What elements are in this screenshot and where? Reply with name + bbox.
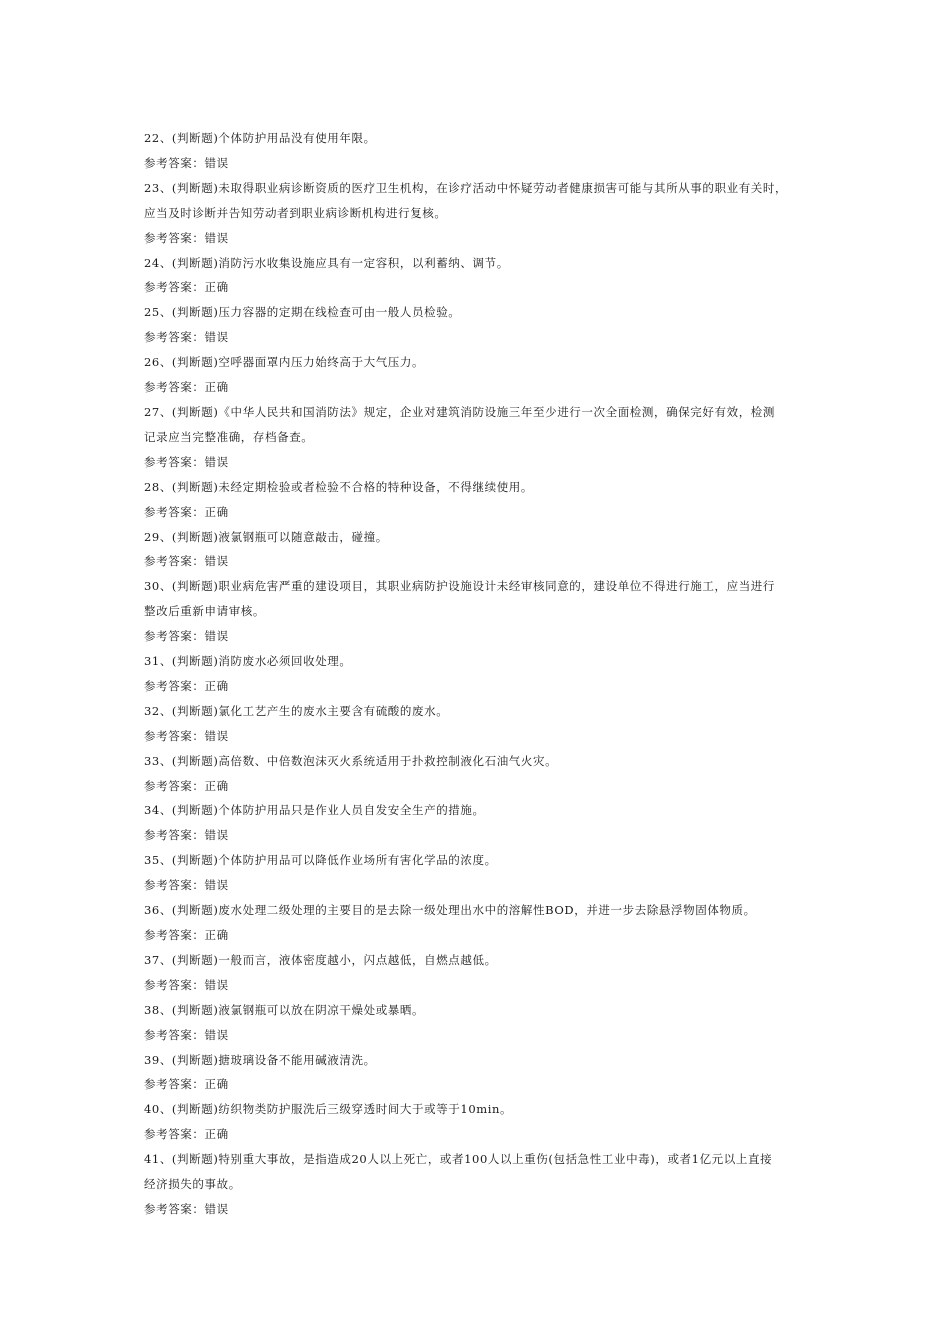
question-41-line-2: 经济损失的事故。 bbox=[144, 1177, 241, 1192]
answer-39: 参考答案：正确 bbox=[144, 1077, 229, 1092]
question-25: 25、(判断题)压力容器的定期在线检查可由一般人员检验。 bbox=[144, 305, 461, 320]
question-34: 34、(判断题)个体防护用品只是作业人员自发安全生产的措施。 bbox=[144, 803, 485, 818]
question-37: 37、(判断题)一般而言，液体密度越小，闪点越低，自燃点越低。 bbox=[144, 952, 497, 967]
question-31: 31、(判断题)消防废水必须回收处理。 bbox=[144, 654, 352, 669]
answer-26: 参考答案：正确 bbox=[144, 380, 229, 395]
question-30-line-2: 整改后重新申请审核。 bbox=[144, 604, 265, 619]
answer-40: 参考答案：正确 bbox=[144, 1127, 229, 1142]
question-32: 32、(判断题)氯化工艺产生的废水主要含有硫酸的废水。 bbox=[144, 703, 449, 718]
question-38: 38、(判断题)液氯钢瓶可以放在阴凉干燥处或暴晒。 bbox=[144, 1002, 425, 1017]
answer-35: 参考答案：错误 bbox=[144, 878, 229, 893]
question-39: 39、(判断题)搪玻璃设备不能用碱液清洗。 bbox=[144, 1052, 376, 1067]
answer-29: 参考答案：错误 bbox=[144, 554, 229, 569]
answer-25: 参考答案：错误 bbox=[144, 330, 229, 345]
answer-33: 参考答案：正确 bbox=[144, 778, 229, 793]
answer-27: 参考答案：错误 bbox=[144, 454, 229, 469]
answer-34: 参考答案：错误 bbox=[144, 828, 229, 843]
question-23-line-2: 应当及时诊断并告知劳动者到职业病诊断机构进行复核。 bbox=[144, 205, 447, 220]
answer-22: 参考答案：错误 bbox=[144, 155, 229, 170]
answer-38: 参考答案：错误 bbox=[144, 1027, 229, 1042]
answer-32: 参考答案：错误 bbox=[144, 728, 229, 743]
question-35: 35、(判断题)个体防护用品可以降低作业场所有害化学品的浓度。 bbox=[144, 853, 497, 868]
question-29: 29、(判断题)液氯钢瓶可以随意敲击，碰撞。 bbox=[144, 529, 388, 544]
document-page bbox=[144, 126, 816, 1222]
answer-41: 参考答案：错误 bbox=[144, 1201, 229, 1216]
question-26: 26、(判断题)空呼器面罩内压力始终高于大气压力。 bbox=[144, 355, 425, 370]
question-27-line-2: 记录应当完整准确，存档备查。 bbox=[144, 429, 314, 444]
question-36: 36、(判断题)废水处理二级处理的主要目的是去除一级处理出水中的溶解性BOD，并进一步去除悬浮物固体物质。 bbox=[144, 903, 756, 918]
answer-28: 参考答案：正确 bbox=[144, 504, 229, 519]
question-27-line-1: 27、(判断题)《中华人民共和国消防法》规定，企业对建筑消防设施三年至少进行一次全面检测，确保完好有效，检测 bbox=[144, 404, 775, 419]
answer-37: 参考答案：错误 bbox=[144, 977, 229, 992]
question-28: 28、(判断题)未经定期检验或者检验不合格的特种设备，不得继续使用。 bbox=[144, 479, 534, 494]
answer-23: 参考答案：错误 bbox=[144, 230, 229, 245]
question-33: 33、(判断题)高倍数、中倍数泡沫灭火系统适用于扑救控制液化石油气火灾。 bbox=[144, 753, 558, 768]
answer-30: 参考答案：错误 bbox=[144, 629, 229, 644]
answer-31: 参考答案：正确 bbox=[144, 678, 229, 693]
question-30-line-1: 30、(判断题)职业病危害严重的建设项目，其职业病防护设施设计未经审核同意的，建设单位不得进行施工，应当进行 bbox=[144, 579, 775, 594]
question-40: 40、(判断题)纺织物类防护服洗后三级穿透时间大于或等于10min。 bbox=[144, 1102, 513, 1117]
answer-36: 参考答案：正确 bbox=[144, 928, 229, 942]
question-41-line-1: 41、(判断题)特别重大事故，是指造成20人以上死亡，或者100人以上重伤(包括急性工业中毒)，或者1亿元以上直接 bbox=[144, 1152, 773, 1167]
answer-24: 参考答案：正确 bbox=[144, 280, 229, 295]
question-24: 24、(判断题)消防污水收集设施应具有一定容积，以利蓄纳、调节。 bbox=[144, 255, 509, 270]
question-23-line-1: 23、(判断题)未取得职业病诊断资质的医疗卫生机构，在诊疗活动中怀疑劳动者健康损害可能与其所从事的职业有关时， bbox=[144, 180, 788, 195]
question-22: 22、(判断题)个体防护用品没有使用年限。 bbox=[144, 131, 376, 145]
